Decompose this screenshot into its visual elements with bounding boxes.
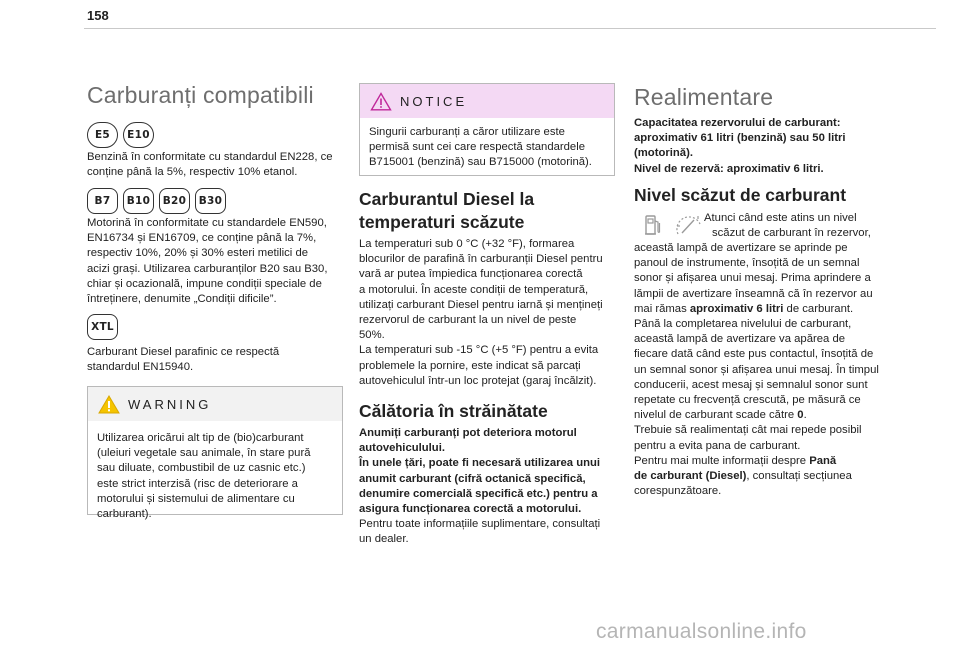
section-title-refuelling: Realimentare [634,84,774,110]
notice-box [359,83,615,176]
b10-fuel-badge: B10 [123,188,154,214]
b7-fuel-badge: B7 [87,188,118,214]
diesel-badges [87,188,226,214]
b30-fuel-badge: B30 [195,188,226,214]
warning-title: WARNING [128,396,212,412]
warning-box [87,386,343,521]
diesel-low-temp-text: La temperaturi sub 0 °C (+32 °F), formarea blocurilor de parafină în carburanții Diesel pentru vară ar putea împiedica funcționarea corectă a motorului. În aceste condiții de temperatură, utilizați carburant Diesel pentru iarnă și mențineți rezervorul de carburant la un nivel de peste 50%. La temperaturi sub -15 °C (+5 °F) pentru a evita problemele la pornire, este indicat să parcați autovehiculul într-un loc protejat (garaj încălzit). [359,238,603,387]
fuel-pump-icon [644,213,662,237]
xtl-description: Carburant Diesel parafinic ce respectă standardul EN15940. [87,346,280,374]
xtl-badges [87,314,118,340]
diesel-description: Motorină în conformitate cu standardele EN590, EN16734 și EN16709, ce conține până la 7%, respectiv 10%, 20% și 30% esteri metilici de acizi grași. Utilizarea carburanților B20 sau B30, chiar și ocazională, impune condiții speciale de întreținere, denumite „Condiții dificile”. [87,217,328,306]
low-fuel-text: această lampă de avertizare se aprinde pe panoul de instrumente, însoțită de un semnal sonor și afișarea unui mesaj. Prima aprindere a lămpii de avertizare înseamnă că în rezervor au mai rămas aproximativ 6 litri de carburant. Până la completarea nivelului de carburant, această lampă de avertizare va apărea de fiecare dată când este pus contactul, însoțită de un semnal sonor și afișarea unui mesaj. În timpul conducerii, acest mesaj și semnalul sonor sunt repetate cu frecvență crescută, pe măsură ce nivelul de carburant scade către 0. Trebuie să realimentați cât mai repede posibil pentru a evita pana de carburant. Pentru mai multe informații despre Pană de carburant (Diesel), consultați secțiunea corespunzătoare. [634,242,879,498]
notice-title: NOTICE [400,93,468,109]
xtl-fuel-badge: XTL [87,314,118,340]
petrol-badges [87,122,154,148]
low-fuel-gauge-icon [674,212,704,238]
notice-box-header [360,84,614,118]
travel-abroad-text: Anumiți carburanți pot deteriora motorul autovehiculului. În unele țări, poate fi necesară utilizarea unui anumit carburant (cifră octanică specifică, denumire comercială specifică etc.) pentru a asigura funcționarea corectă a motorului. Pentru toate informațiile suplimentare, consultați un dealer. [359,427,601,546]
section-title-travel-abroad: Călătoria în străinătate [359,401,548,421]
notice-triangle-icon [370,92,392,111]
notice-text: Singurii carburanți a căror utilizare este permisă sunt cei care respectă standardele B715001 (benzină) sau B715000 (motorină). [369,126,592,169]
header-rule [84,28,936,29]
section-title-diesel-low-temp: Carburantul Diesel la temperaturi scăzute [359,189,535,232]
tank-capacity-text: Capacitatea rezervorului de carburant: aproximativ 61 litri (benzină) sau 50 litri (motorină). Nivel de rezervă: aproximativ 6 litri. [634,117,846,175]
petrol-description: Benzină în conformitate cu standardul EN228, ce conține până la 5%, respectiv 10% etanol. [87,151,333,179]
low-fuel-icons [644,212,704,238]
section-title-compatible-fuels: Carburanți compatibili [87,82,314,108]
section-title-low-fuel: Nivel scăzut de carburant [634,185,847,205]
low-fuel-intro-text: Atunci când este atins un nivel scăzut de carburant în rezervor, [704,212,871,240]
page-number: 158 [87,8,109,23]
e10-fuel-badge: E10 [123,122,154,148]
e5-fuel-badge: E5 [87,122,118,148]
warning-triangle-icon [98,395,120,414]
watermark: carmanualsonline.info [596,620,807,643]
b20-fuel-badge: B20 [159,188,190,214]
warning-box-header [88,387,342,421]
warning-text: Utilizarea oricărui alt tip de (bio)carburant (uleiuri vegetale sau animale, în stare pură sau diluate, combustibil de uz casnic etc.) este strict interzisă (risc de deteriorare a motorului și sistemului de alimentare cu carburant). [97,432,311,521]
